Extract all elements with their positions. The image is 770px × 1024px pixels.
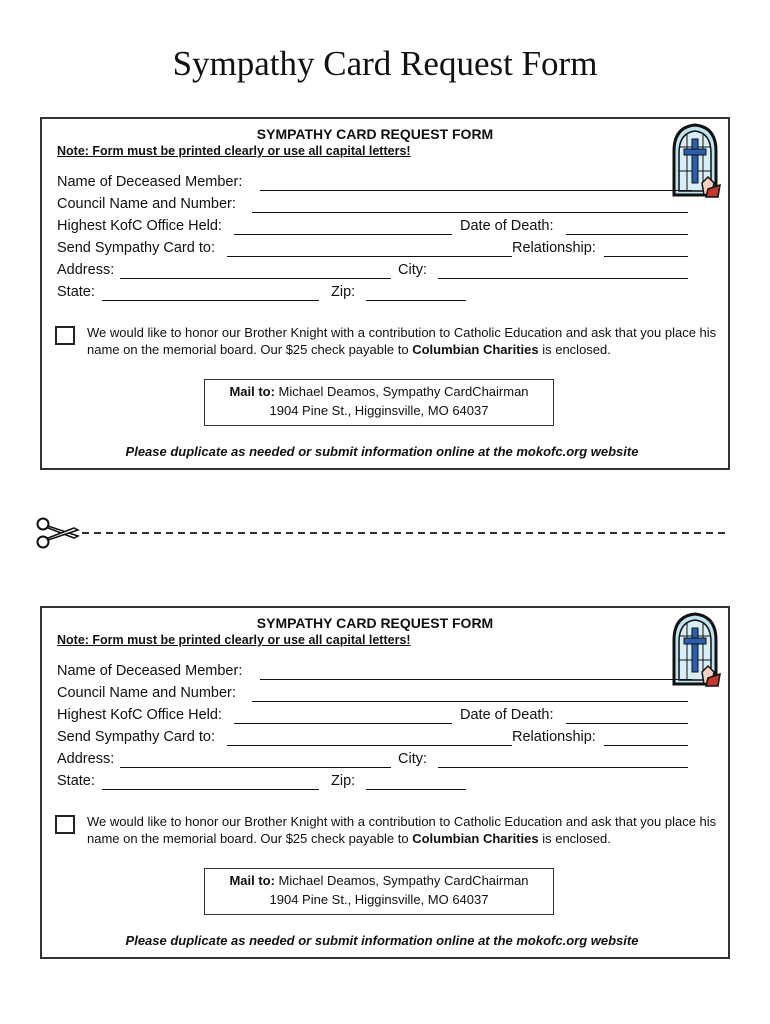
state-field[interactable] (102, 300, 319, 301)
mail-to-name: Michael Deamos, Sympathy CardChairman (274, 873, 529, 888)
contribution-text: We would like to honor our Brother Knight with a contribution to Catholic Education and ask that you place his name on the memorial board. Our $25 check payable to Columbian Charities is enclosed. (87, 325, 717, 357)
mail-to-address: 1904 Pine St., Higginsville, MO 64037 (269, 892, 489, 907)
address-label: Address: (57, 262, 115, 278)
office-label: Highest KofC Office Held: (57, 218, 222, 234)
state-field[interactable] (102, 789, 319, 790)
page-title: Sympathy Card Request Form (172, 44, 598, 83)
city-label: City: (398, 751, 427, 767)
deceased-label: Name of Deceased Member: (57, 663, 243, 679)
deceased-label: Name of Deceased Member: (57, 174, 243, 190)
send-to-field[interactable] (227, 256, 512, 257)
office-field[interactable] (234, 723, 452, 724)
city-label: City: (398, 262, 427, 278)
city-field[interactable] (438, 767, 688, 768)
footer-note: Please duplicate as needed or submit information online at the mokofc.org website (125, 444, 639, 459)
zip-label: Zip: (331, 773, 356, 789)
address-field[interactable] (120, 767, 391, 768)
office-label: Highest KofC Office Held: (57, 707, 222, 723)
deceased-field[interactable] (260, 190, 692, 191)
relationship-field[interactable] (604, 256, 688, 257)
council-label: Council Name and Number: (57, 196, 236, 212)
zip-field[interactable] (366, 300, 466, 301)
date-of-death-field[interactable] (566, 723, 688, 724)
sympathy-form-top (40, 117, 730, 470)
payee-name: Columbian Charities (412, 831, 539, 846)
zip-label: Zip: (331, 284, 356, 300)
form-note: Note: Form must be printed clearly or use all capital letters! (57, 633, 411, 647)
contribution-checkbox[interactable] (55, 326, 75, 345)
contribution-checkbox[interactable] (55, 815, 75, 834)
mail-to-address: 1904 Pine St., Higginsville, MO 64037 (269, 403, 489, 418)
form-heading: SYMPATHY CARD REQUEST FORM (256, 615, 494, 631)
contribution-text: We would like to honor our Brother Knight with a contribution to Catholic Education and ask that you place his name on the memorial board. Our $25 check payable to Columbian Charities is enclosed. (87, 814, 717, 846)
relationship-field[interactable] (604, 745, 688, 746)
mail-to-box (204, 379, 554, 426)
form-note: Note: Form must be printed clearly or use all capital letters! (57, 144, 411, 158)
send-to-label: Send Sympathy Card to: (57, 240, 215, 256)
payee-name: Columbian Charities (412, 342, 539, 357)
deceased-field[interactable] (260, 679, 692, 680)
send-to-label: Send Sympathy Card to: (57, 729, 215, 745)
state-label: State: (57, 284, 95, 300)
relationship-label: Relationship: (512, 240, 596, 256)
sympathy-form-bottom (40, 606, 730, 959)
address-label: Address: (57, 751, 115, 767)
send-to-field[interactable] (227, 745, 512, 746)
date-of-death-field[interactable] (566, 234, 688, 235)
council-label: Council Name and Number: (57, 685, 236, 701)
office-field[interactable] (234, 234, 452, 235)
mail-to-name: Michael Deamos, Sympathy CardChairman (274, 384, 529, 399)
relationship-label: Relationship: (512, 729, 596, 745)
mail-to-box (204, 868, 554, 915)
council-field[interactable] (252, 212, 688, 213)
zip-field[interactable] (366, 789, 466, 790)
date-of-death-label: Date of Death: (460, 707, 554, 723)
mail-to-label: Mail to: (229, 873, 275, 888)
mail-to-label: Mail to: (229, 384, 275, 399)
date-of-death-label: Date of Death: (460, 218, 554, 234)
city-field[interactable] (438, 278, 688, 279)
address-field[interactable] (120, 278, 391, 279)
scissors-icon (38, 519, 79, 548)
state-label: State: (57, 773, 95, 789)
footer-note: Please duplicate as needed or submit information online at the mokofc.org website (125, 933, 639, 948)
council-field[interactable] (252, 701, 688, 702)
form-heading: SYMPATHY CARD REQUEST FORM (256, 126, 494, 142)
cut-here-line (34, 514, 734, 554)
